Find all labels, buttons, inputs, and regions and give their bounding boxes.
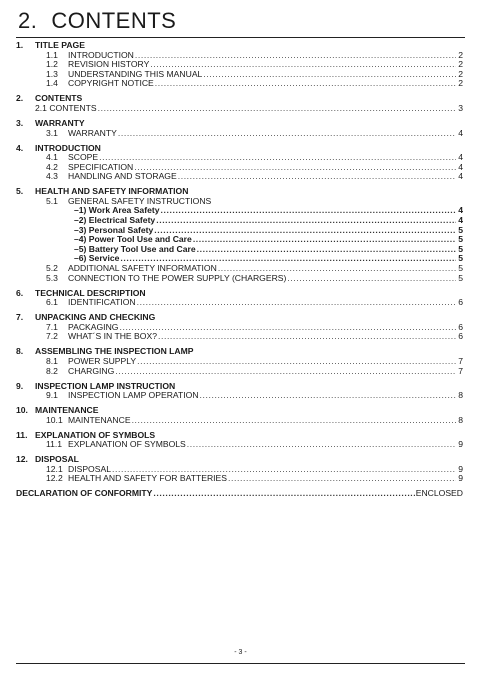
toc-page-number: 2 <box>458 49 463 60</box>
toc-section-number: 1. <box>16 40 24 50</box>
toc-entry-number: 1.3 <box>46 68 58 79</box>
toc-entry-number: 4.1 <box>46 152 58 163</box>
toc-leader-dots <box>137 298 456 308</box>
toc-leader-dots <box>187 440 456 450</box>
toc-entry-number: 10.1 <box>46 414 63 425</box>
toc-page-number: 8 <box>458 390 463 401</box>
toc-page-number: 6 <box>458 321 463 332</box>
toc-entry-number: 8.2 <box>46 365 58 376</box>
toc-entry-title: DECLARATION OF CONFORMITY <box>16 488 153 499</box>
footer-page-number: - 3 - <box>234 649 247 656</box>
toc-entry[interactable] <box>16 367 463 377</box>
toc-page-number: 9 <box>458 463 463 474</box>
toc-entry-title: REVISION HISTORY <box>68 59 150 70</box>
toc-section-title: INSPECTION LAMP INSTRUCTION <box>35 380 176 391</box>
toc-entry-title: 2.1 CONTENTS <box>35 102 97 113</box>
toc-entry-number: 3.1 <box>46 127 58 138</box>
toc-section-title: TITLE PAGE <box>35 40 85 50</box>
toc-entry-title: EXPLANATION OF SYMBOLS <box>68 439 186 450</box>
toc-section-title: HEALTH AND SAFETY INFORMATION <box>35 186 189 197</box>
toc-entry-title: –1) Work Area Safety <box>74 205 160 216</box>
toc-section-title: UNPACKING AND CHECKING <box>35 312 156 323</box>
toc-entry-title: HEALTH AND SAFETY FOR BATTERIES <box>68 473 228 484</box>
toc-page-number: 4 <box>458 171 463 182</box>
toc-section-number: 3. <box>16 117 24 128</box>
toc-entry-number: 1.4 <box>46 78 58 89</box>
toc-entry[interactable] <box>16 416 463 426</box>
toc-page-number: 5 <box>458 272 463 283</box>
toc-section-number: 12. <box>16 454 28 465</box>
toc-leader-dots <box>118 129 456 139</box>
toc-leader-dots <box>98 104 456 114</box>
toc-leader-dots <box>203 70 456 80</box>
toc-leader-dots <box>200 391 456 401</box>
footer-divider <box>16 663 465 664</box>
toc-section-title: MAINTENANCE <box>35 405 99 416</box>
toc-leader-dots <box>197 245 456 255</box>
toc-entry-title: WHAT´S IN THE BOX? <box>68 331 157 342</box>
toc-page-number: 2 <box>458 68 463 79</box>
toc-leader-dots <box>99 153 456 163</box>
toc-page-number: 2 <box>458 59 463 70</box>
toc-page-number: 9 <box>458 439 463 450</box>
toc-leader-dots <box>134 163 456 173</box>
toc-section-title: EXPLANATION OF SYMBOLS <box>35 429 156 440</box>
toc-section-title: TECHNICAL DESCRIPTION <box>35 287 146 298</box>
toc-entry[interactable] <box>16 79 463 89</box>
toc-leader-dots <box>119 323 456 333</box>
page-title-number: 2. <box>18 8 38 33</box>
toc-page-number: 3 <box>458 102 463 113</box>
toc-page-number: 9 <box>458 473 463 484</box>
table-of-contents <box>16 41 463 499</box>
toc-section-number: 2. <box>16 93 24 104</box>
toc-page-number: 7 <box>458 355 463 366</box>
toc-entry-title: MAINTENANCE <box>68 414 131 425</box>
toc-leader-dots <box>137 357 456 367</box>
toc-entry-number: 5.1 <box>46 195 58 206</box>
toc-leader-dots <box>153 489 414 499</box>
toc-entry-title: DISPOSAL <box>68 463 111 474</box>
toc-entry-number: 5.2 <box>46 263 58 274</box>
toc-entry[interactable] <box>16 298 463 308</box>
toc-leader-dots <box>135 51 456 61</box>
toc-page-number: 4 <box>458 161 463 172</box>
toc-page-number: ENCLOSED <box>415 488 463 499</box>
toc-entry-title: PACKAGING <box>68 321 119 332</box>
toc-section-number: 4. <box>16 142 24 153</box>
toc-entry-number: 6.1 <box>46 297 58 308</box>
toc-entry-title: WARRANTY <box>68 127 117 138</box>
toc-page-number: 2 <box>458 78 463 89</box>
toc-section-number: 8. <box>16 346 24 357</box>
toc-page-number: 4 <box>458 152 463 163</box>
toc-section-number: 9. <box>16 380 24 391</box>
toc-leader-dots <box>156 216 456 226</box>
toc-entry-title: ADDITIONAL SAFETY INFORMATION <box>68 263 217 274</box>
toc-entry-number: 5.3 <box>46 272 58 283</box>
toc-entry[interactable] <box>16 440 463 450</box>
toc-entry-number: 7.1 <box>46 321 58 332</box>
toc-entry-title: –4) Power Tool Use and Care <box>74 234 192 245</box>
toc-entry-title: CONNECTION TO THE POWER SUPPLY (CHARGERS) <box>68 272 287 283</box>
page-title <box>18 8 176 34</box>
toc-page-number: 4 <box>458 127 463 138</box>
toc-leader-dots <box>193 235 456 245</box>
toc-leader-dots <box>161 206 457 216</box>
toc-page-number: 5 <box>458 224 463 235</box>
toc-entry-number: 12.2 <box>46 473 63 484</box>
toc-section-number: 10. <box>16 405 28 416</box>
toc-entry-number: 1.2 <box>46 59 58 70</box>
toc-entry-title: IDENTIFICATION <box>68 297 136 308</box>
toc-entry[interactable] <box>16 274 463 284</box>
toc-page-number: 5 <box>458 253 463 264</box>
toc-entry-number: 4.2 <box>46 161 58 172</box>
toc-entry-number: 8.1 <box>46 355 58 366</box>
toc-section-number: 7. <box>16 312 24 323</box>
toc-entry-number: 4.3 <box>46 171 58 182</box>
toc-entry-title: GENERAL SAFETY INSTRUCTIONS <box>68 195 212 206</box>
toc-entry-title: COPYRIGHT NOTICE <box>68 78 154 89</box>
toc-page-number: 8 <box>458 414 463 425</box>
toc-entry-title: INTRODUCTION <box>68 49 134 60</box>
toc-page-number: 6 <box>458 297 463 308</box>
toc-leader-dots <box>228 474 456 484</box>
toc-entry-title: –5) Battery Tool Use and Care <box>74 243 196 254</box>
toc-page-number: 5 <box>458 234 463 245</box>
toc-page-number: 7 <box>458 365 463 376</box>
toc-leader-dots <box>115 367 456 377</box>
toc-page-number: 5 <box>458 263 463 274</box>
toc-leader-dots <box>132 416 456 426</box>
toc-page-number: 6 <box>458 331 463 342</box>
title-divider <box>16 37 465 38</box>
toc-entry-title: HANDLING AND STORAGE <box>68 171 177 182</box>
toc-entry[interactable] <box>16 332 463 342</box>
toc-entry-title: UNDERSTANDING THIS MANUAL <box>68 68 203 79</box>
toc-entry[interactable] <box>16 104 463 114</box>
toc-entry-title: –2) Electrical Safety <box>74 215 156 226</box>
toc-entry[interactable] <box>16 172 463 182</box>
toc-section-title: ASSEMBLING THE INSPECTION LAMP <box>35 346 194 357</box>
toc-entry-title: SCOPE <box>68 152 99 163</box>
toc-entry-title: –6) Service <box>74 253 120 264</box>
toc-section-title: INTRODUCTION <box>35 142 101 153</box>
toc-section-number: 5. <box>16 186 24 197</box>
toc-page-number: 5 <box>458 243 463 254</box>
toc-section-number: 6. <box>16 287 24 298</box>
toc-leader-dots <box>287 274 456 284</box>
toc-leader-dots <box>154 226 456 236</box>
toc-entry-title: INSPECTION LAMP OPERATION <box>68 390 199 401</box>
toc-leader-dots <box>158 332 456 342</box>
toc-entry[interactable] <box>16 129 463 139</box>
toc-leader-dots <box>178 172 456 182</box>
toc-entry-number: 12.1 <box>46 463 63 474</box>
toc-page-number: 4 <box>458 215 463 226</box>
toc-entry-title: CHARGING <box>68 365 115 376</box>
toc-entry-number: 7.2 <box>46 331 58 342</box>
toc-page-number: 4 <box>458 205 463 216</box>
toc-section-title: WARRANTY <box>35 117 85 128</box>
toc-section-number: 11. <box>16 429 28 440</box>
toc-final-entry[interactable] <box>16 489 463 499</box>
toc-entry-number: 1.1 <box>46 49 58 60</box>
toc-entry[interactable] <box>16 474 463 484</box>
toc-entry[interactable] <box>16 391 463 401</box>
toc-entry-title: POWER SUPPLY <box>68 355 137 366</box>
toc-entry-number: 11.1 <box>46 439 63 450</box>
page-title-text: CONTENTS <box>51 8 177 33</box>
toc-entry-title: SPECIFICATION <box>68 161 134 172</box>
toc-leader-dots <box>155 79 456 89</box>
toc-entry-title: –3) Personal Safety <box>74 224 154 235</box>
toc-entry-number: 9.1 <box>46 390 58 401</box>
toc-section-title: DISPOSAL <box>35 454 79 465</box>
toc-section-title: CONTENTS <box>35 93 83 104</box>
